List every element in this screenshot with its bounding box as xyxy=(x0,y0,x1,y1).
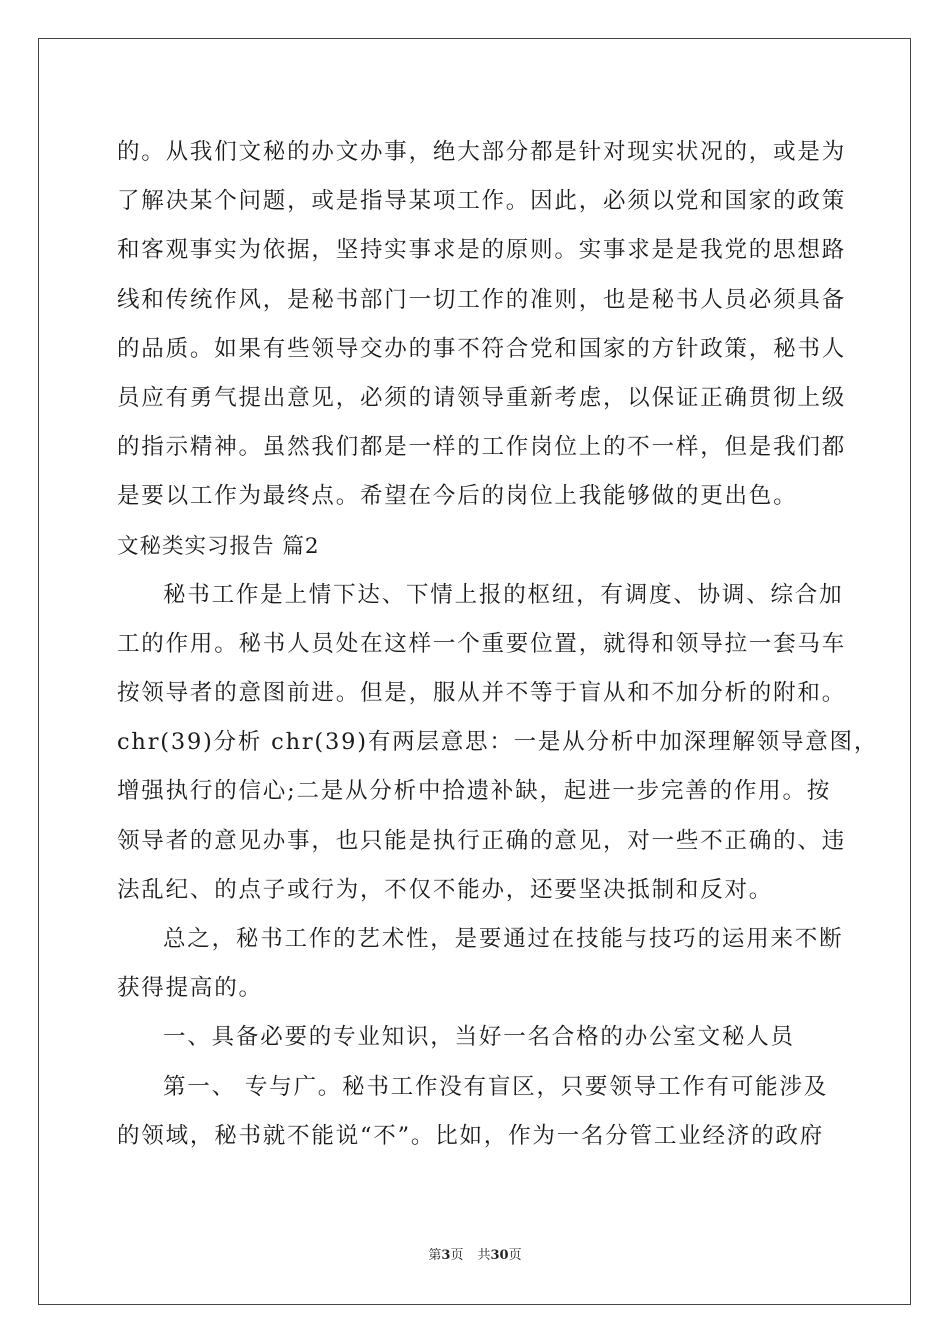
text-line: 和客观事实为依据，坚持实事求是的原则。实事求是是我党的思想路 xyxy=(117,237,847,264)
text-line: 了解决某个问题，或是指导某项工作。因此，必须以党和国家的政策 xyxy=(117,188,847,215)
document-body xyxy=(117,128,879,1161)
page-label-suffix: 页 xyxy=(450,1248,464,1263)
text-line: 的指示精神。虽然我们都是一样的工作岗位上的不一样，但是我们都 xyxy=(117,434,847,461)
text-line: 工的作用。秘书人员处在这样一个重要位置，就得和领导拉一套马车 xyxy=(117,630,847,657)
text-line: 获得提高的。 xyxy=(117,975,263,1002)
page-label-prefix: 第 xyxy=(428,1248,442,1263)
total-label-prefix: 共 xyxy=(477,1248,491,1263)
text-line: 线和传统作风，是秘书部门一切工作的准则，也是秘书人员必须具备 xyxy=(117,286,847,313)
page-number: 3 xyxy=(441,1248,451,1263)
text-line: 员应有勇气提出意见，必须的请领导重新考虑，以保证正确贯彻上级 xyxy=(117,384,847,411)
text-line: 是要以工作为最终点。希望在今后的岗位上我能够做的更出色。 xyxy=(117,483,798,510)
text-line: 按领导者的意图前进。但是，服从并不等于盲从和不加分析的附和。 xyxy=(117,680,847,707)
total-label-suffix: 页 xyxy=(508,1248,522,1263)
total-pages: 30 xyxy=(490,1248,509,1263)
text-line: 的领域，秘书就不能说“不”。比如，作为一名分管工业经济的政府 xyxy=(117,1122,825,1149)
text-line: 的品质。如果有些领导交办的事不符合党和国家的方针政策，秘书人 xyxy=(117,335,847,362)
paragraph-first-line: 第一、 专与广。秘书工作没有盲区，只要领导工作有可能涉及 xyxy=(163,1073,829,1100)
text-line: 领导者的意见办事，也只能是执行正确的意见，对一些不正确的、违 xyxy=(117,827,847,854)
text-line: 的。从我们文秘的办文办事，绝大部分都是针对现实状况的，或是为 xyxy=(117,139,847,165)
paragraph-first-line: 一、具备必要的专业知识，当好一名合格的办公室文秘人员 xyxy=(163,1024,795,1051)
paragraph-first-line: 总之，秘书工作的艺术性，是要通过在技能与技巧的运用来不断 xyxy=(163,926,844,952)
text-line: chr(39)分析 chr(39)有两层意思：一是从分析中加深理解领导意图， xyxy=(117,729,879,756)
section-heading: 文秘类实习报告 篇2 xyxy=(117,533,320,559)
text-line: 增强执行的信心;二是从分析中拾遗补缺，起进一步完善的作用。按 xyxy=(117,778,832,805)
page-footer xyxy=(0,1244,950,1263)
text-line: 法乱纪、的点子或行为，不仅不能办，还要坚决抵制和反对。 xyxy=(117,876,774,903)
paragraph-first-line: 秘书工作是上情下达、下情上报的枢纽，有调度、协调、综合加 xyxy=(163,581,844,608)
